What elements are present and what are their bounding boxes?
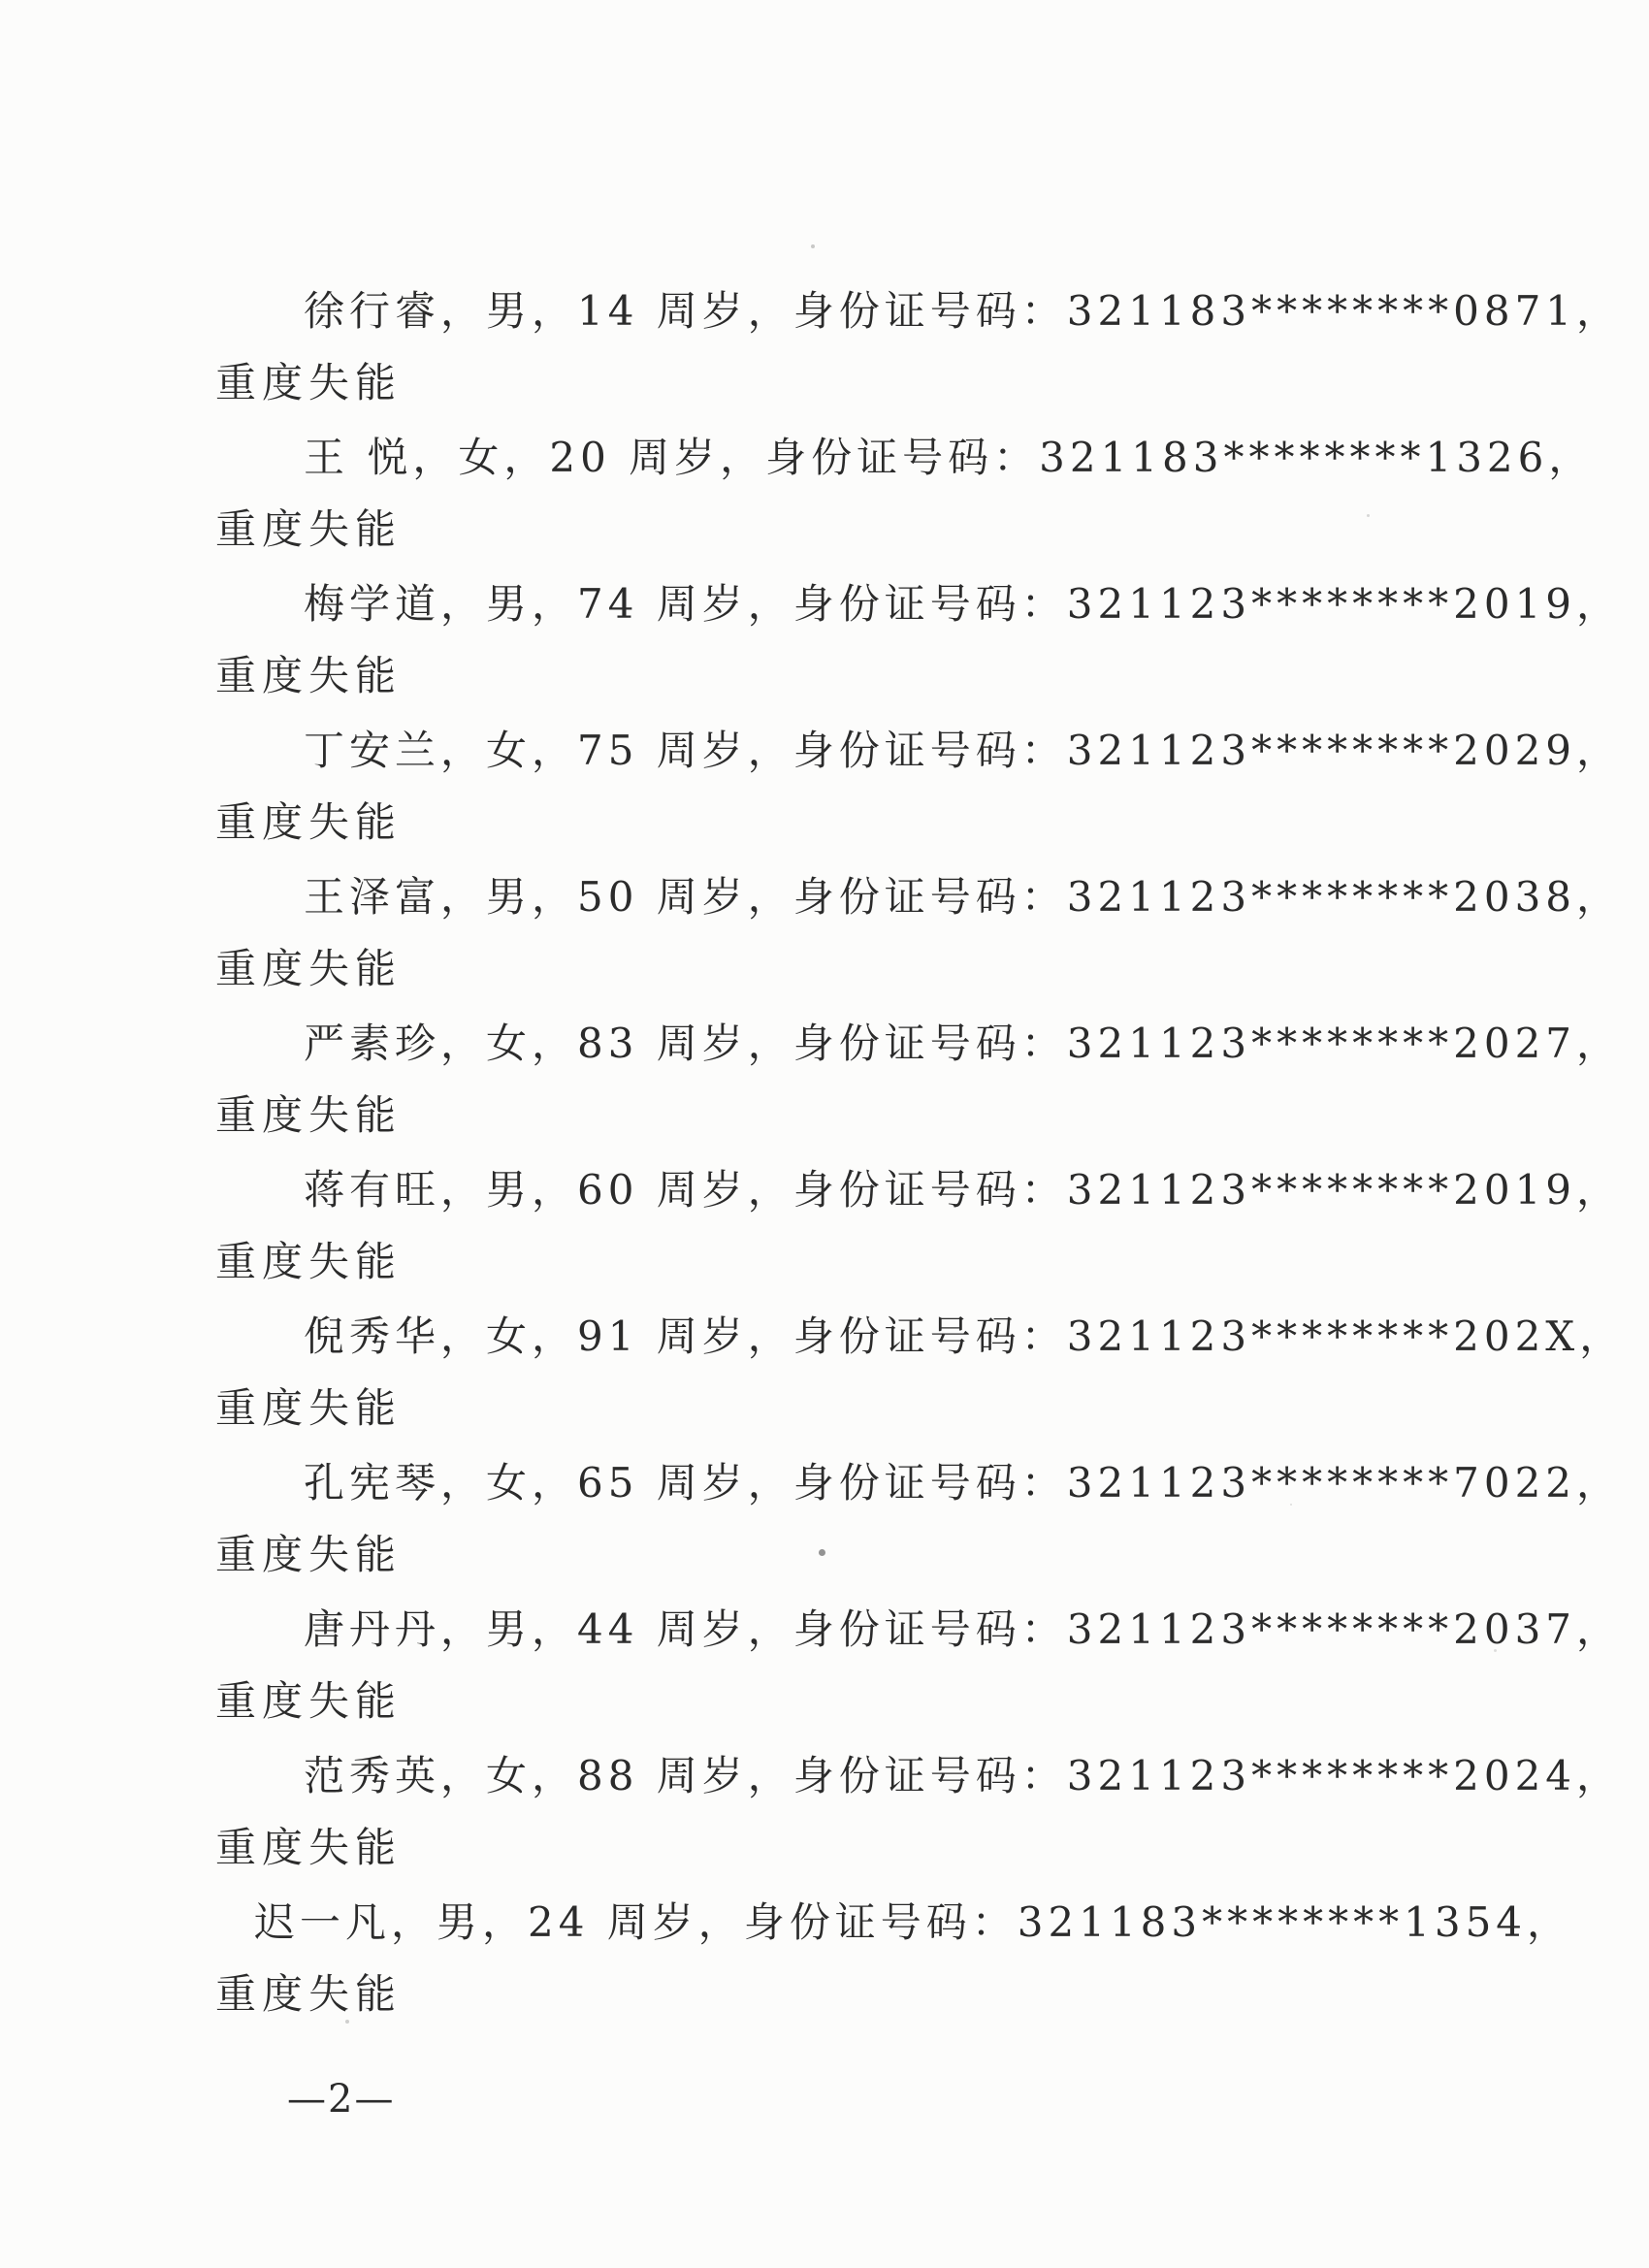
person-info: 唐丹丹，男，44 周岁，身份证号码：321123********2037， [304, 1605, 1623, 1653]
person-info: 徐行睿，男，14 周岁，身份证号码：321183********0871， [304, 287, 1623, 335]
disability-status: 重度失能 [215, 1384, 403, 1432]
disability-status: 重度失能 [215, 359, 403, 406]
person-info: 孔宪琴，女，65 周岁，身份证号码：321123********7022， [304, 1459, 1623, 1507]
disability-status: 重度失能 [215, 1531, 403, 1578]
scan-speck [1290, 1504, 1292, 1506]
scan-speck [1494, 1649, 1497, 1652]
disability-status: 重度失能 [215, 1238, 403, 1285]
disability-status: 重度失能 [215, 1824, 403, 1871]
person-info: 倪秀华，女，91 周岁，身份证号码：321123********202X， [304, 1312, 1626, 1360]
disability-status: 重度失能 [215, 798, 403, 846]
disability-status: 重度失能 [215, 1677, 403, 1725]
disability-status: 重度失能 [215, 945, 403, 992]
scan-speck [345, 2020, 349, 2024]
person-info: 王 悦，女，20 周岁，身份证号码：321183********1326， [304, 434, 1595, 481]
page-number: —2— [287, 2077, 396, 2122]
person-info: 王泽富，男，50 周岁，身份证号码：321123********2038， [304, 873, 1623, 921]
person-info: 范秀英，女，88 周岁，身份证号码：321123********2024， [304, 1752, 1623, 1799]
scan-speck [819, 1549, 825, 1556]
disability-status: 重度失能 [215, 652, 403, 699]
person-info: 梅学道，男，74 周岁，身份证号码：321123********2019， [304, 580, 1623, 628]
scan-speck [1367, 514, 1370, 517]
person-info: 严素珍，女，83 周岁，身份证号码：321123********2027， [304, 1020, 1623, 1067]
person-info: 蒋有旺，男，60 周岁，身份证号码：321123********2019， [304, 1166, 1623, 1214]
disability-status: 重度失能 [215, 1970, 403, 2018]
scan-speck [811, 244, 815, 248]
person-info: 迟一凡，男，24 周岁，身份证号码：321183********1354， [254, 1898, 1573, 1946]
disability-status: 重度失能 [215, 1091, 403, 1139]
disability-status: 重度失能 [215, 505, 403, 553]
person-info: 丁安兰，女，75 周岁，身份证号码：321123********2029， [304, 727, 1623, 774]
